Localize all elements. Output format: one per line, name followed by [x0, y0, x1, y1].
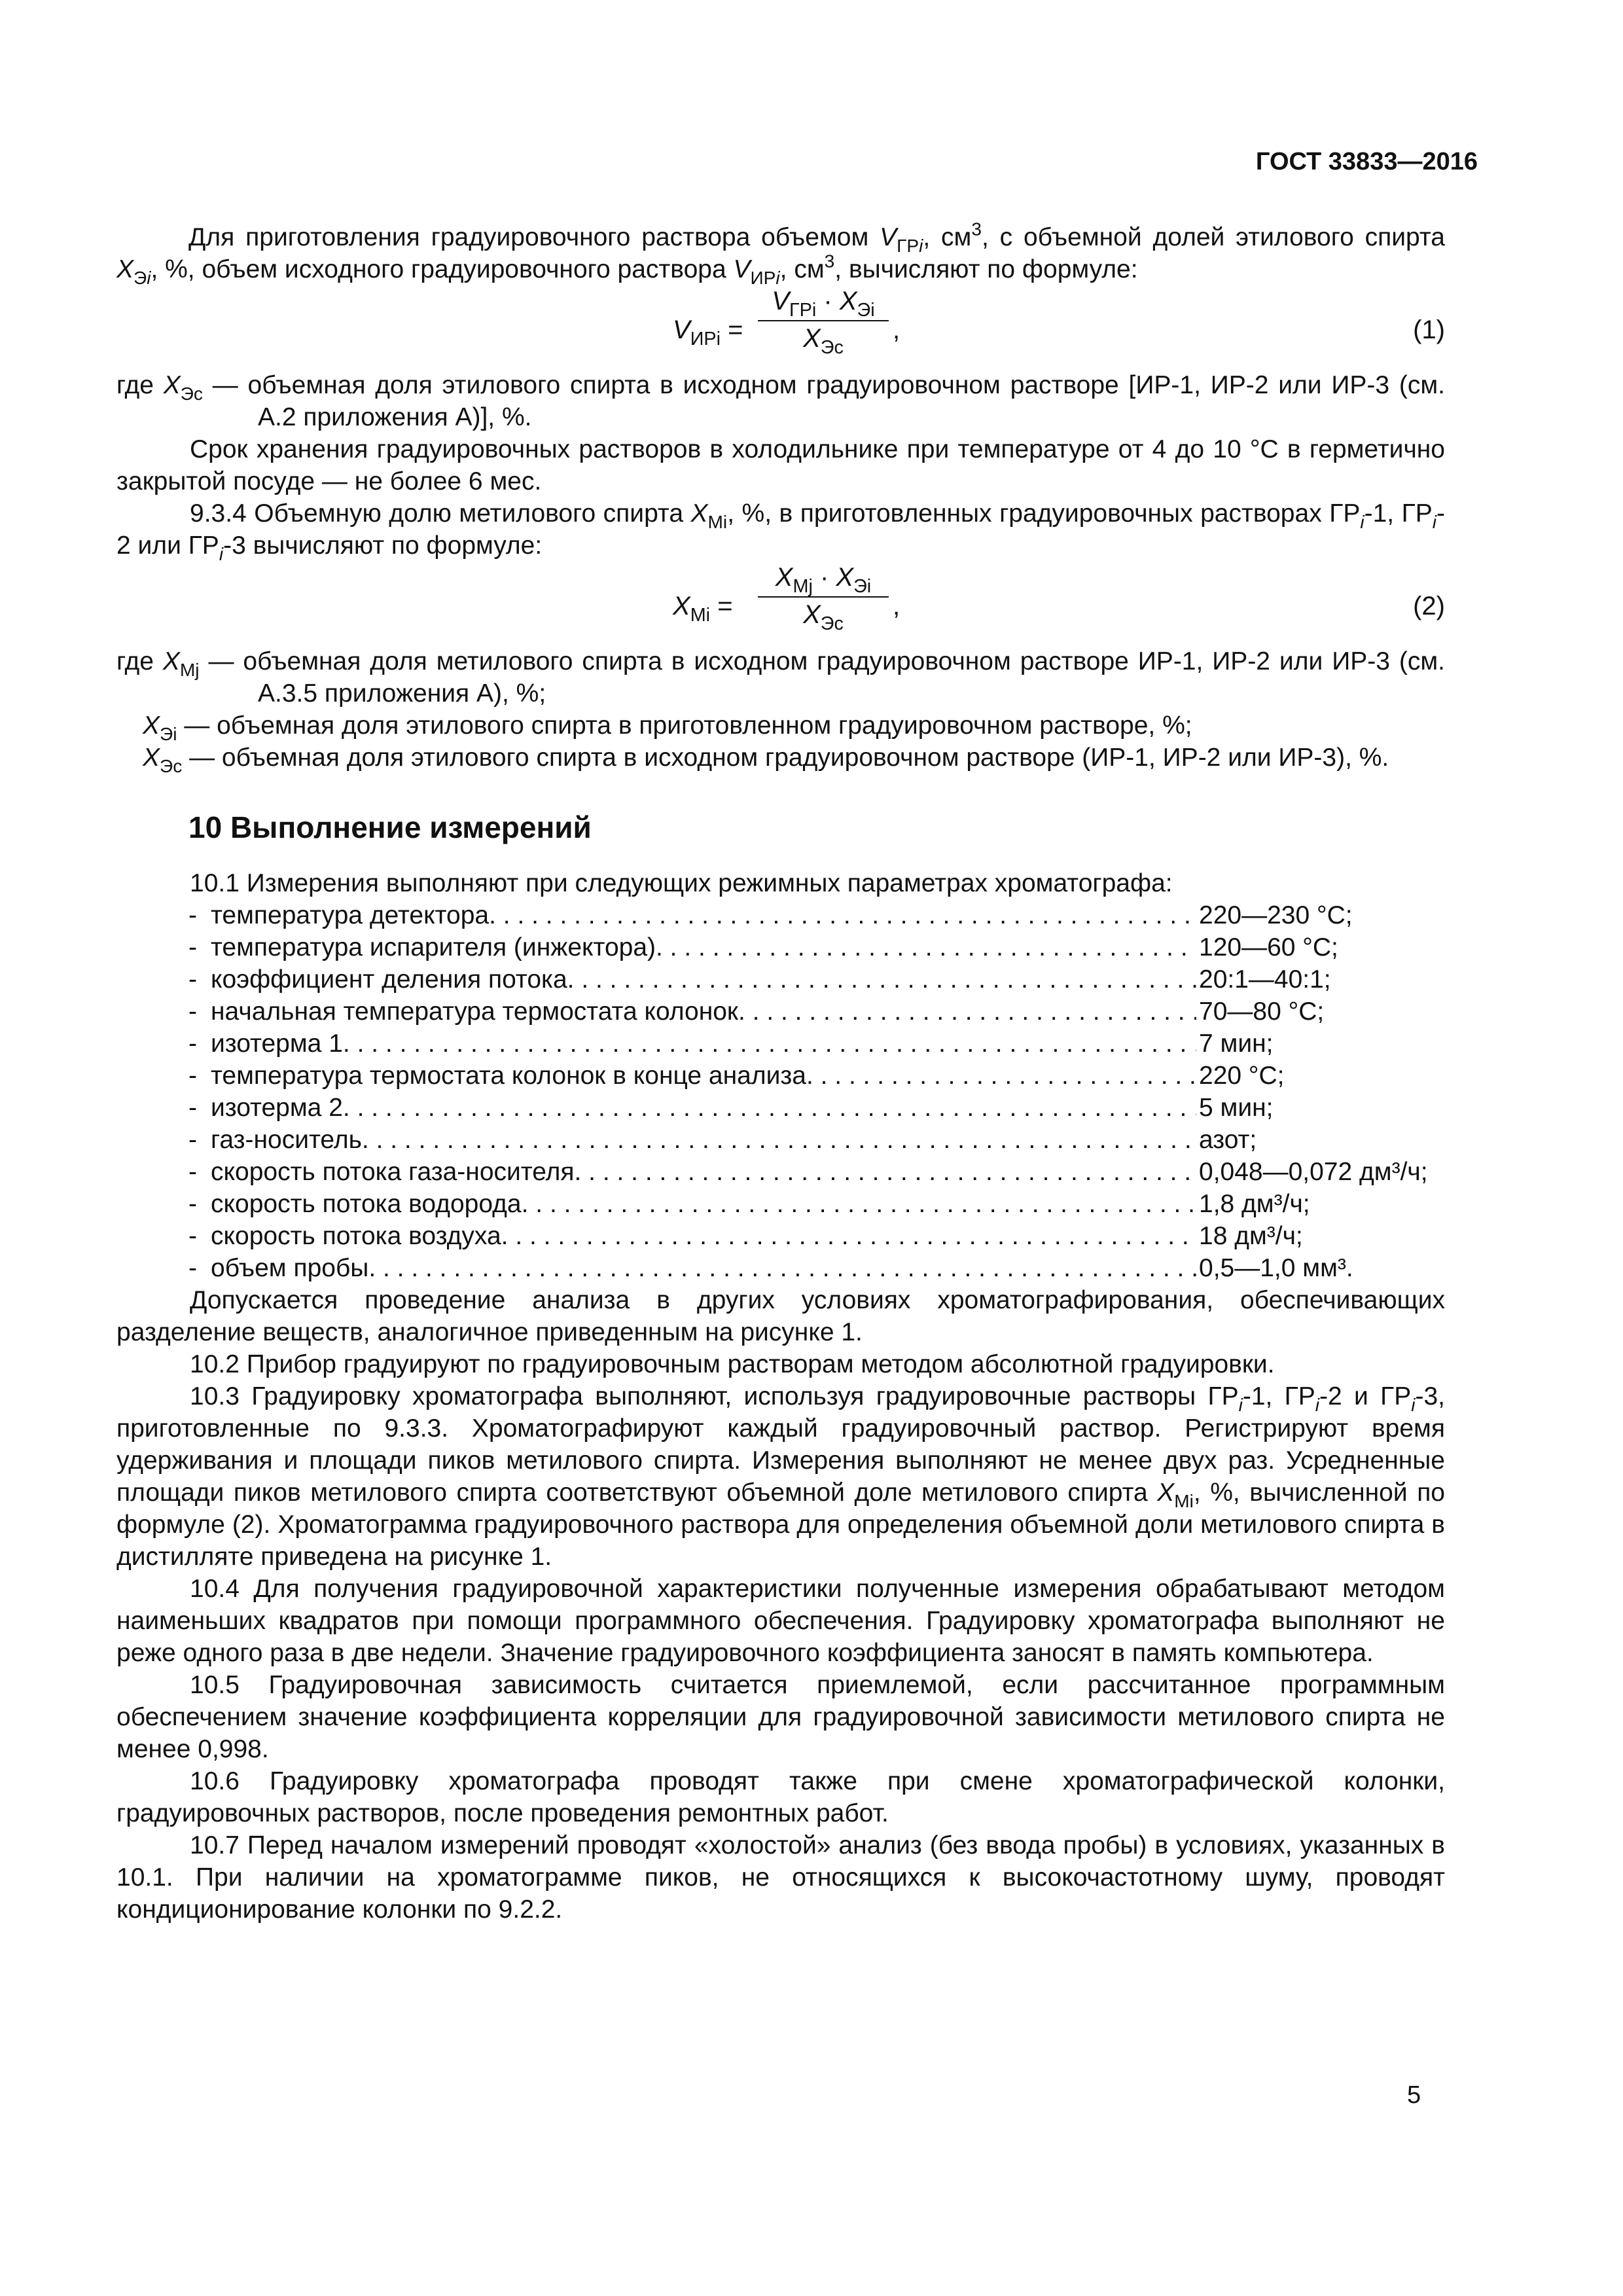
- intro-paragraph: Для приготовления градуировочного раствора объемом $V_{ГРi}$, $см^3$, с объемной долей этилового спирта $X_{Эi}$, %, объем исходного градуировочного раствора $V_{ИРi}$, $см^3$, вычисляют по формуле:: [116, 219, 1445, 288]
- parameters-list: [116, 899, 1445, 1284]
- formula-1: $V_{ИРi}$ = $V_{ГРi} \cdot X_{Эi}$ $X_{Эс}$ , (1): [673, 287, 1445, 359]
- list-item: - объем пробы . . . 0,5—1,0 мм³.: [116, 1252, 1445, 1284]
- list-item: - скорость потока водорода . . . 1,8 дм³/ч;: [116, 1188, 1445, 1220]
- paragraph-10-2: 10.2 Прибор градуируют по градуировочным растворам методом абсолютной градуировки.: [190, 1350, 1275, 1378]
- paragraph-9-3-4: 9.3.4 Объемную долю метилового спирта $X_{Mi}$, %, в приготовленных градуировочных растворах $ГР_i-1$, $ГР_i-2$ или $ГР_i-3$ вычисляют по формуле:: [116, 499, 1445, 564]
- storage-paragraph: Срок хранения градуировочных растворов в холодильнике при температуре от 4 до 10 °С в герметично закрытой посуде — не более 6 мес.: [116, 435, 1445, 495]
- formula-2: $X_{Mi}$ = $X_{Mj} \cdot X_{Эi}$ $X_{Эс}$ , (2): [673, 563, 1445, 635]
- document-body: [116, 221, 1445, 1926]
- paragraph-10-4: 10.4 Для получения градуировочной характеристики полученные измерения обрабатывают методом наименьших квадратов при помощи программного обеспечения. Градуировку хроматографа выполняют не реже одного раза в две недели. Значение градуировочного коэффициента заносят в память компьютера.: [116, 1575, 1445, 1667]
- formula-number: (2): [1413, 592, 1445, 620]
- page-number: 5: [1407, 2081, 1421, 2109]
- where-definition: где $X_{Mj}$ — объемная доля метилового спирта в исходном градуировочном растворе ИР-1, ИР-2 или ИР-3 (см. А.3.5 приложения А), %;: [116, 647, 1446, 708]
- paragraph-10-1: 10.1 Измерения выполняют при следующих режимных параметрах хроматографа:: [190, 869, 1173, 897]
- list-item: - коэффициент деления потока . . . 20:1—40:1;: [116, 963, 1445, 996]
- list-item: - скорость потока воздуха . . . 18 дм³/ч;: [116, 1220, 1445, 1252]
- document-header: ГОСТ 33833—2016: [1255, 148, 1478, 175]
- list-item: - температура термостата колонок в конце анализа . . . 220 °С;: [116, 1060, 1445, 1092]
- paragraph-10-6: 10.6 Градуировку хроматографа проводят также при смене хроматографической колонки, градуировочных растворов, после проведения ремонтных работ.: [116, 1767, 1445, 1827]
- paragraph-10-3: 10.3 Градуировку хроматографа выполняют, используя градуировочные растворы $ГР_i-1$, $ГР_i-2$ и $ГР_i-3$, приготовленные по 9.3.3. Хроматографируют каждый градуировочный раствор. Регистрируют время удерживания и площади пиков метилового спирта. Измерения выполняют не менее двух раз. Усредненные площади пиков метилового спирта соответствуют объемной доле метилового спирта $X_{Mi}$, %, вычисленной по формуле (2). Хроматограмма градуировочного раствора для определения объемной доли метилового спирта в дистилляте приведена на рисунке 1.: [116, 1382, 1446, 1571]
- where-definition: где $X_{Эс}$ — объемная доля этилового спирта в исходном градуировочном растворе [ИР-1, ИР-2 или ИР-3 (см. А.2 приложения А)], %.: [116, 371, 1445, 431]
- list-item: - газ-носитель . . . азот;: [116, 1124, 1445, 1156]
- section-heading: 10 Выполнение измерений: [188, 810, 592, 844]
- paragraph-10-5: 10.5 Градуировочная зависимость считается приемлемой, если рассчитанное программным обеспечением значение коэффициента корреляции для градуировочной зависимости метилового спирта не менее 0,998.: [116, 1671, 1445, 1763]
- list-item: - изотерма 2 . . . 5 мин;: [116, 1092, 1445, 1124]
- paragraph-10-7: 10.7 Перед началом измерений проводят «холостой» анализ (без ввода пробы) в условиях, указанных в 10.1. При наличии на хроматограмме пиков, не относящихся к высокочастотному шуму, проводят кондиционирование колонки по 9.2.2.: [116, 1831, 1445, 1924]
- list-item: - изотерма 1 . . . 7 мин;: [116, 1028, 1445, 1060]
- allowed-conditions-paragraph: Допускается проведение анализа в других условиях хроматографирования, обеспечивающих разделение веществ, аналогичное приведенным на рисунке 1.: [116, 1286, 1445, 1346]
- list-item: - начальная температура термостата колонок . . . 70—80 °С;: [116, 996, 1445, 1028]
- where-definition: $X_{Эс}$ — объемная доля этилового спирта в исходном градуировочном растворе (ИР-1, ИР-2 или ИР-3), %.: [143, 744, 1389, 776]
- list-item: - скорость потока газа-носителя . . . 0,048—0,072 дм³/ч;: [116, 1156, 1445, 1188]
- list-item: - температура детектора . . . 220—230 °С;: [116, 899, 1445, 931]
- where-definition: $X_{Эi}$ — объемная доля этилового спирта в приготовленном градуировочном растворе, %;: [143, 711, 1192, 744]
- list-item: - температура испарителя (инжектора) . . . 120—60 °С;: [116, 931, 1445, 963]
- formula-number: (1): [1413, 315, 1445, 344]
